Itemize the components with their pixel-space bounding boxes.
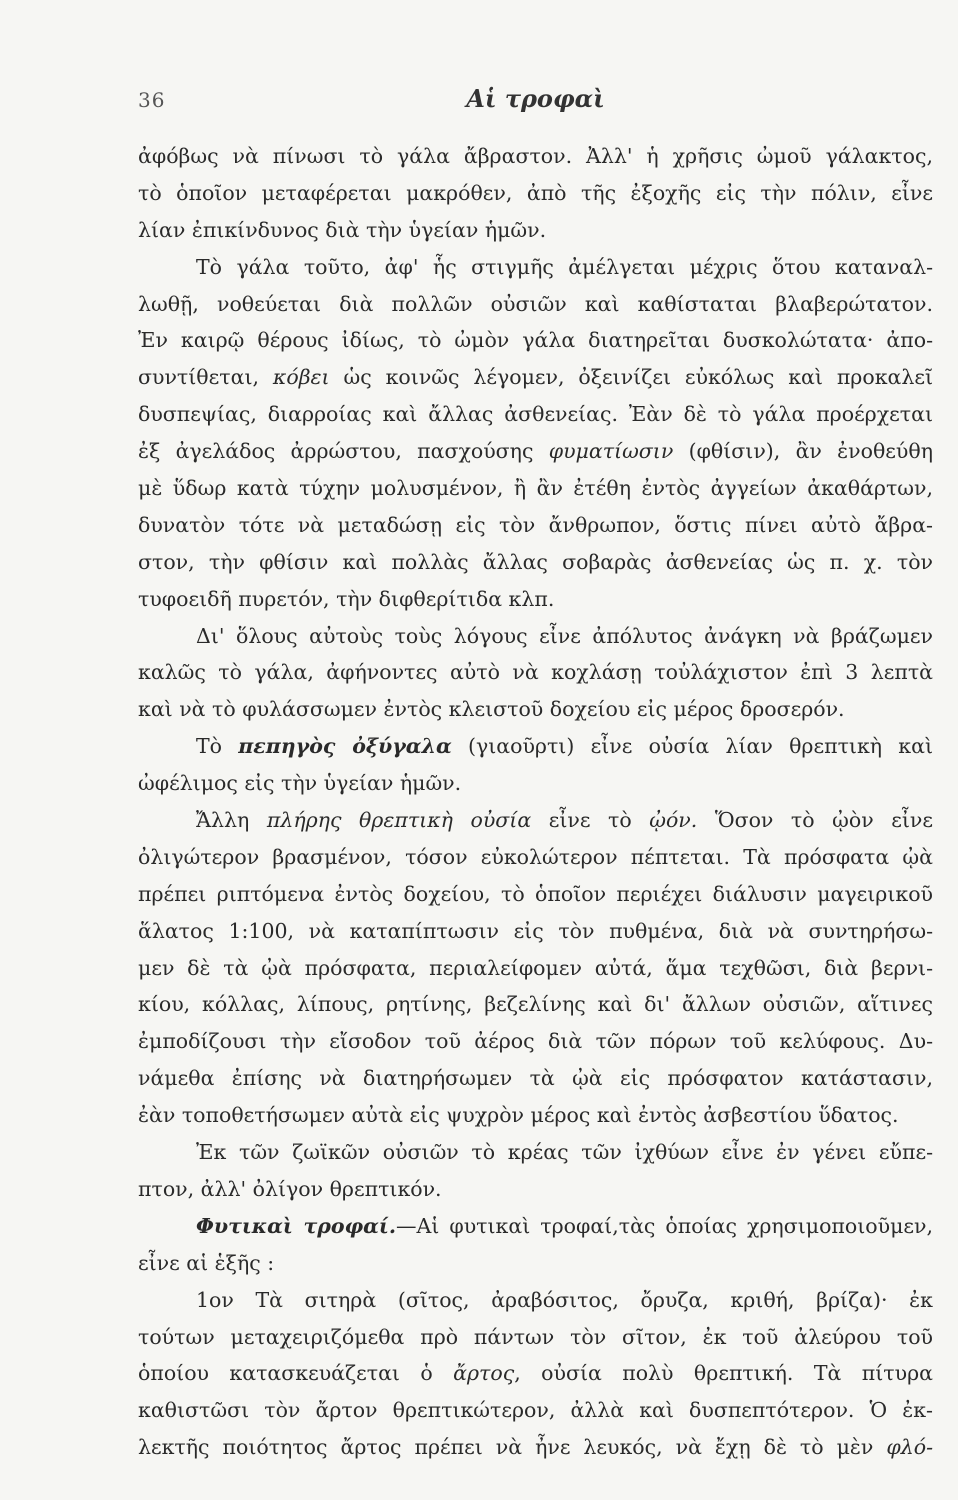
text-line <box>138 1429 933 1466</box>
text-segment: (γιαοῦρτι) εἶνε οὐσία λίαν θρεπτικὴ καὶ <box>451 734 933 759</box>
emphasized-text: ᾠόν. <box>649 808 698 833</box>
text-segment: —Αἱ φυτικαὶ τροφαί,τὰς ὁποίας χρησιμοποιοῦμεν, <box>395 1213 933 1238</box>
text-line: ἀφόβως νὰ πίνωσι τὸ γάλα ἄβραστον. Ἀλλ' ἡ χρῆσις ὠμοῦ γάλακτος, <box>138 144 933 168</box>
page-number: 36 <box>138 88 166 112</box>
text-line: 1ον Τὰ σιτηρὰ (σῖτος, ἀραβόσιτος, ὄρυζα, κριθή, βρίζα)· ἐκ <box>196 1287 933 1312</box>
text-line: ὀλιγώτερον βρασμένον, τόσον εὐκολώτερον πέπτεται. Τὰ πρόσφατα ᾠὰ <box>138 844 933 869</box>
text-segment: Τὸ <box>196 734 239 759</box>
text-line: Δι' ὅλους αὐτοὺς τοὺς λόγους εἶνε ἀπόλυτος ἀνάγκη νὰ βράζωμεν <box>196 623 933 648</box>
text-line: εἶνε αἱ ἑξῆς : <box>138 1250 275 1275</box>
emphasized-text: Φυτικαὶ τροφαί. <box>196 1213 396 1238</box>
text-line: δυσπεψίας, διαρροίας καὶ ἄλλας ἀσθενείας. Ἐὰν δὲ τὸ γάλα προέρχεται <box>138 402 933 427</box>
text-line: καθιστῶσι τὸν ἄρτον θρεπτικώτερον, ἀλλὰ καὶ δυσπεπτότερον. Ὁ ἐκ- <box>138 1398 933 1423</box>
text-line: κίου, κόλλας, λίπους, ρητίνης, βεζελίνης καὶ δι' ἄλλων οὐσιῶν, αἵτινες <box>138 992 933 1017</box>
text-line <box>138 728 933 765</box>
text-segment: λεκτῆς ποιότητος ἄρτος πρέπει νὰ ἦνε λευκός, νὰ ἔχῃ δὲ τὸ μὲν <box>138 1435 887 1460</box>
text-line: λωθῇ, νοθεύεται διὰ πολλῶν οὐσιῶν καὶ καθίσταται βλαβερώτατον. <box>138 291 933 316</box>
text-line: πρέπει ριπτόμενα ἐντὸς δοχείου, τὸ ὁποῖον περιέχει διάλυσιν μαγειρικοῦ <box>138 881 933 906</box>
text-line <box>138 802 933 839</box>
text-segment: , οὐσία πολὺ θρεπτική. Τὰ πίτυρα <box>514 1361 933 1386</box>
text-line: τούτων μεταχειριζόμεθα πρὸ πάντων τὸν σῖτον, ἐκ τοῦ ἀλεύρου τοῦ <box>138 1324 933 1349</box>
text-line: ὠφέλιμος εἰς τὴν ὑγείαν ἡμῶν. <box>138 771 462 796</box>
running-title: Αἱ τροφαὶ <box>466 84 605 113</box>
text-line: Τὸ γάλα τοῦτο, ἀφ' ἧς στιγμῆς ἀμέλγεται μέχρις ὅτου καταναλ- <box>196 254 933 279</box>
emphasized-text: κόβει <box>272 365 330 390</box>
text-line: ἐμποδίζουσι τὴν εἴσοδον τοῦ ἀέρος διὰ τῶν πόρων τοῦ κελύφους. Δυ- <box>138 1029 933 1054</box>
page-header <box>138 80 933 120</box>
text-line: Ἐν καιρῷ θέρους ἰδίως, τὸ ὠμὸν γάλα διατηρεῖται δυσκολώτατα· ἀπο- <box>138 328 933 353</box>
text-line: λίαν ἐπικίνδυνος διὰ τὴν ὑγείαν ἡμῶν. <box>138 217 547 242</box>
text-segment: (φθίσιν), ἂν ἐνοθεύθη <box>673 439 933 464</box>
text-line: μεν δὲ τὰ ᾠὰ πρόσφατα, περιαλείφομεν αὐτά, ἅμα τεχθῶσι, διὰ βερνι- <box>138 955 933 980</box>
text-line: τυφοειδῆ πυρετόν, τὴν διφθερίτιδα κλπ. <box>138 586 555 611</box>
text-line <box>138 1208 933 1245</box>
text-line: ἅλατος 1:100, νὰ καταπίπτωσιν εἰς τὸν πυθμένα, διὰ νὰ συντηρήσω- <box>138 918 933 943</box>
text-line: μὲ ὕδωρ κατὰ τύχην μολυσμένον, ἢ ἂν ἐτέθη ἐντὸς ἀγγείων ἀκαθάρτων, <box>138 476 933 501</box>
text-line: καὶ νὰ τὸ φυλάσσωμεν ἐντὸς κλειστοῦ δοχείου εἰς μέρος δροσερόν. <box>138 697 845 722</box>
text-line <box>138 1355 933 1392</box>
text-line: δυνατὸν τότε νὰ μεταδώσῃ εἰς τὸν ἄνθρωπον, ὅστις πίνει αὐτὸ ἄβρα- <box>138 512 933 537</box>
text-segment: Ὅσον τὸ ᾠὸν εἶνε <box>697 808 933 833</box>
emphasized-text: πλήρης θρεπτικὴ οὐσία <box>266 808 532 833</box>
emphasized-text: ἄρτος <box>453 1361 515 1386</box>
text-segment: ὡς κοινῶς λέγομεν, ὀξεινίζει εὐκόλως καὶ προκαλεῖ <box>329 365 933 390</box>
body-text <box>138 138 933 1466</box>
text-line: Ἐκ τῶν ζωϊκῶν οὐσιῶν τὸ κρέας τῶν ἰχθύων εἶνε ἐν γένει εὔπε- <box>196 1140 933 1165</box>
text-line: νάμεθα ἐπίσης νὰ διατηρήσωμεν τὰ ᾠὰ εἰς πρόσφατον κατάστασιν, <box>138 1066 933 1091</box>
text-line: ἐὰν τοποθετήσωμεν αὐτὰ εἰς ψυχρὸν μέρος καὶ ἐντὸς ἀσβεστίου ὕδατος. <box>138 1103 899 1128</box>
text-line: καλῶς τὸ γάλα, ἀφήνοντες αὐτὸ νὰ κοχλάσῃ τοὐλάχιστον ἐπὶ 3 λεπτὰ <box>138 660 933 685</box>
emphasized-text: φλό- <box>886 1435 933 1460</box>
text-segment: εἶνε τὸ <box>531 808 650 833</box>
emphasized-text: φυματίωσιν <box>548 439 674 464</box>
text-segment: ὁποίου κατασκευάζεται ὁ <box>138 1361 454 1386</box>
emphasized-text: πεπηγὸς ὀξύγαλα <box>238 734 452 759</box>
text-segment: συντίθεται, <box>138 365 273 390</box>
text-segment: Ἄλλη <box>196 808 267 833</box>
text-line: στον, τὴν φθίσιν καὶ πολλὰς ἄλλας σοβαρὰς ἀσθενείας ὡς π. χ. τὸν <box>138 549 933 574</box>
text-line: τὸ ὁποῖον μεταφέρεται μακρόθεν, ἀπὸ τῆς ἐξοχῆς εἰς τὴν πόλιν, εἶνε <box>138 180 933 205</box>
text-line <box>138 433 933 470</box>
text-segment: ἐξ ἀγελάδος ἀρρώστου, πασχούσης <box>138 439 549 464</box>
text-line <box>138 359 933 396</box>
text-line: πτον, ἀλλ' ὀλίγον θρεπτικόν. <box>138 1176 442 1201</box>
